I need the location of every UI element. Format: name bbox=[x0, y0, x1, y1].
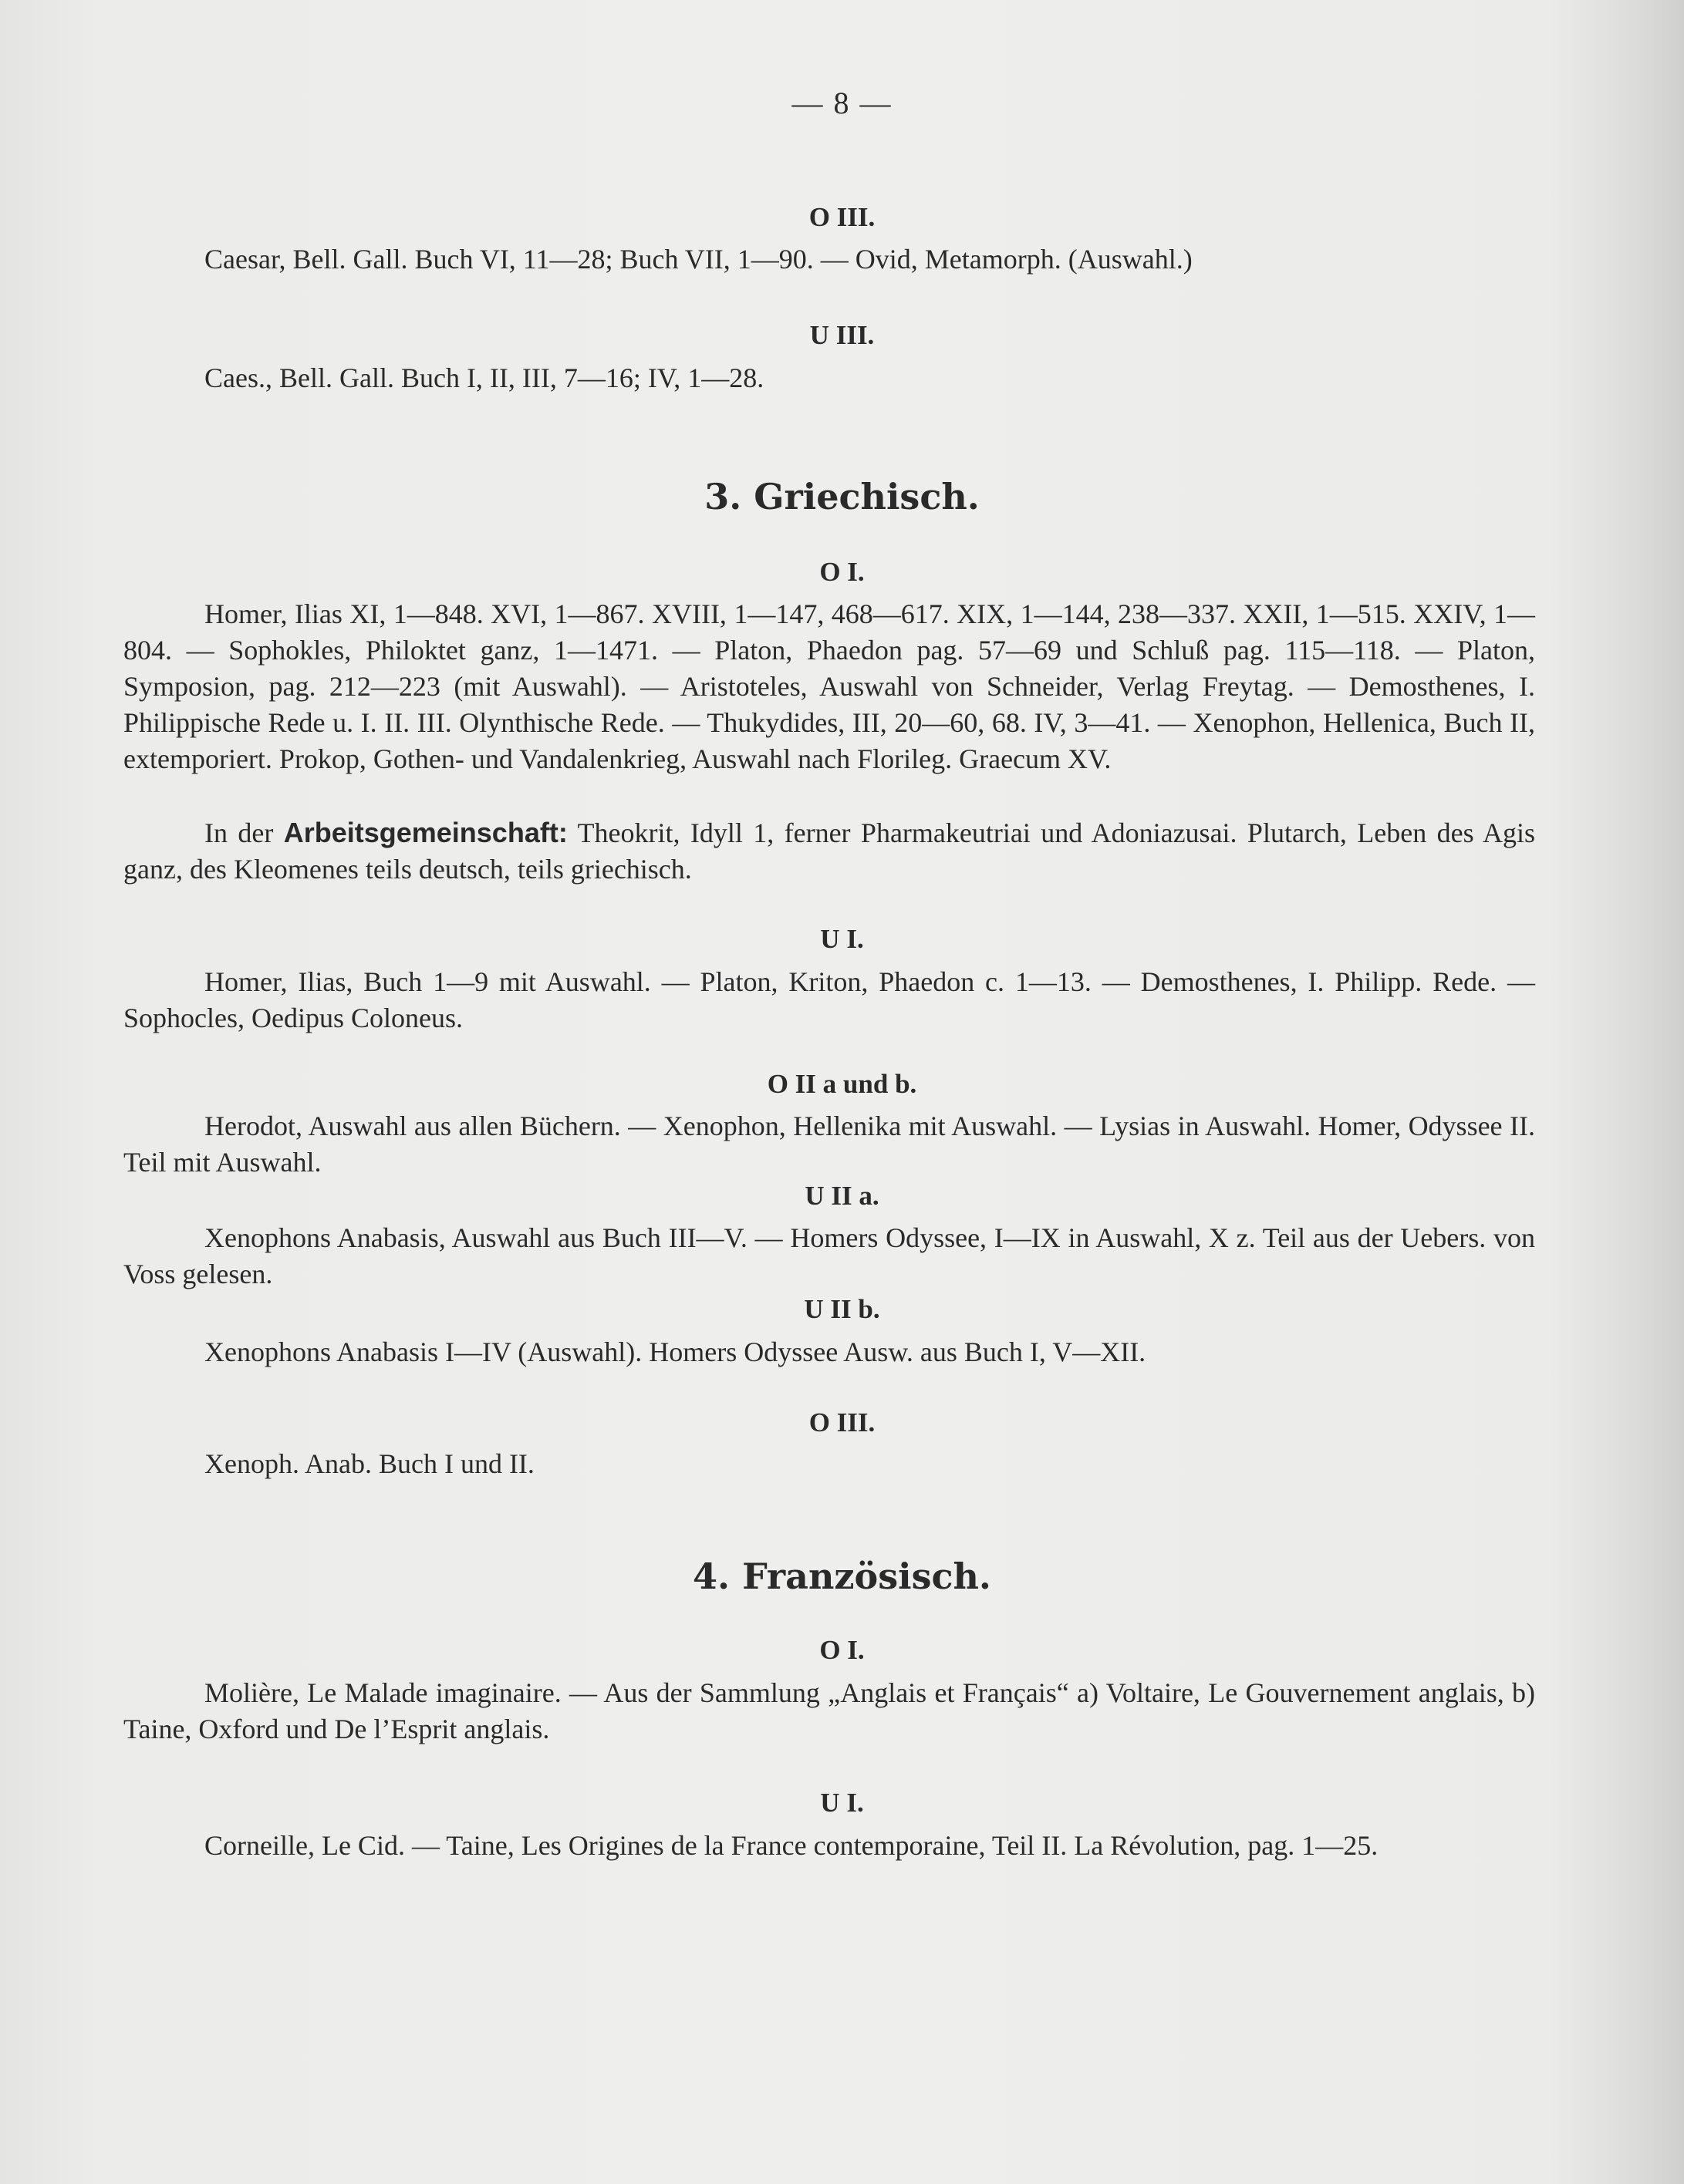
page-number: — 8 — bbox=[791, 86, 893, 120]
ag-label: Arbeitsgemeinschaft: bbox=[283, 817, 568, 848]
french-u1-heading: U I. bbox=[820, 1788, 864, 1818]
greek-u2a-text: Xenophons Anabasis, Auswahl aus Buch III—V. — Homers Odyssee, I—IX in Auswahl, X z. Teil aus der Uebers. von Voss gelesen. bbox=[123, 1222, 1535, 1289]
greek-o1-arbeitsgemeinschaft bbox=[123, 814, 1535, 888]
greek-o3-text: Xenoph. Anab. Buch I und II. bbox=[204, 1448, 535, 1479]
greek-o1-heading: O I. bbox=[819, 557, 865, 587]
section-title-french: 4. Französisch. bbox=[693, 1555, 991, 1597]
greek-o3-heading: O III. bbox=[808, 1407, 876, 1437]
latin-u3-text: Caes., Bell. Gall. Buch I, II, III, 7—16; IV, 1—28. bbox=[204, 362, 764, 393]
french-o1-text: Molière, Le Malade imaginaire. — Aus der Sammlung „Anglais et Français“ a) Voltaire, Le Gouvernement anglais, b) Taine, Oxford und De l’Esprit anglais. bbox=[123, 1677, 1535, 1744]
greek-u1-heading: U I. bbox=[820, 924, 864, 954]
latin-o3-heading: O III. bbox=[808, 202, 876, 232]
greek-o2-heading: O II a und b. bbox=[767, 1069, 917, 1099]
ag-prefix: In der bbox=[204, 817, 284, 848]
greek-o1-text: Homer, Ilias XI, 1—848. XVI, 1—867. XVIII, 1—147, 468—617. XIX, 1—144, 238—337. XXII, 1—515. XXIV, 1—804. — Sophokles, Philoktet ganz, 1—1471. — Platon, Phaedon pag. 57—69 und Schluß pag. 115—118. — Platon, Symposion, pag. 212—223 (mit Auswahl). — Aristoteles, Auswahl von Schneider, Verlag Freytag. — Demosthenes, I. Philippische Rede u. I. II. III. Olynthische Rede. — Thukydides, III, 20—60, 68. IV, 3—41. — Xenophon, Hellenica, Buch II, extemporiert. Prokop, Gothen- und Vandalenkrieg, Auswahl nach Florileg. Graecum XV. bbox=[123, 598, 1535, 774]
french-u1-text: Corneille, Le Cid. — Taine, Les Origines de la France contemporaine, Teil II. La Révolution, pag. 1—25. bbox=[204, 1830, 1379, 1861]
greek-u2b-heading: U II b. bbox=[804, 1294, 880, 1324]
section-title-greek: 3. Griechisch. bbox=[704, 476, 980, 517]
latin-u3-heading: U III. bbox=[809, 320, 875, 350]
greek-u2a-heading: U II a. bbox=[805, 1181, 879, 1211]
greek-o2-text: Herodot, Auswahl aus allen Büchern. — Xenophon, Hellenika mit Auswahl. — Lysias in Auswahl. Homer, Odyssee II. Teil mit Auswahl. bbox=[123, 1111, 1535, 1178]
greek-u2b-text: Xenophons Anabasis I—IV (Auswahl). Homers Odyssee Ausw. aus Buch I, V—XII. bbox=[204, 1336, 1146, 1367]
greek-u1-text: Homer, Ilias, Buch 1—9 mit Auswahl. — Platon, Kriton, Phaedon c. 1—13. — Demosthenes, I. Philipp. Rede. — Sophocles, Oedipus Coloneus. bbox=[123, 966, 1535, 1033]
latin-o3-text: Caesar, Bell. Gall. Buch VI, 11—28; Buch VII, 1—90. — Ovid, Metamorph. (Auswahl.) bbox=[204, 244, 1193, 275]
french-o1-heading: O I. bbox=[819, 1635, 865, 1665]
ag-text: Theokrit, Idyll 1, ferner Pharmakeutriai und Adoniazusai. Plutarch, Leben des Agis ganz, des Kleomenes teils deutsch, teils griechisch. bbox=[123, 817, 1535, 885]
